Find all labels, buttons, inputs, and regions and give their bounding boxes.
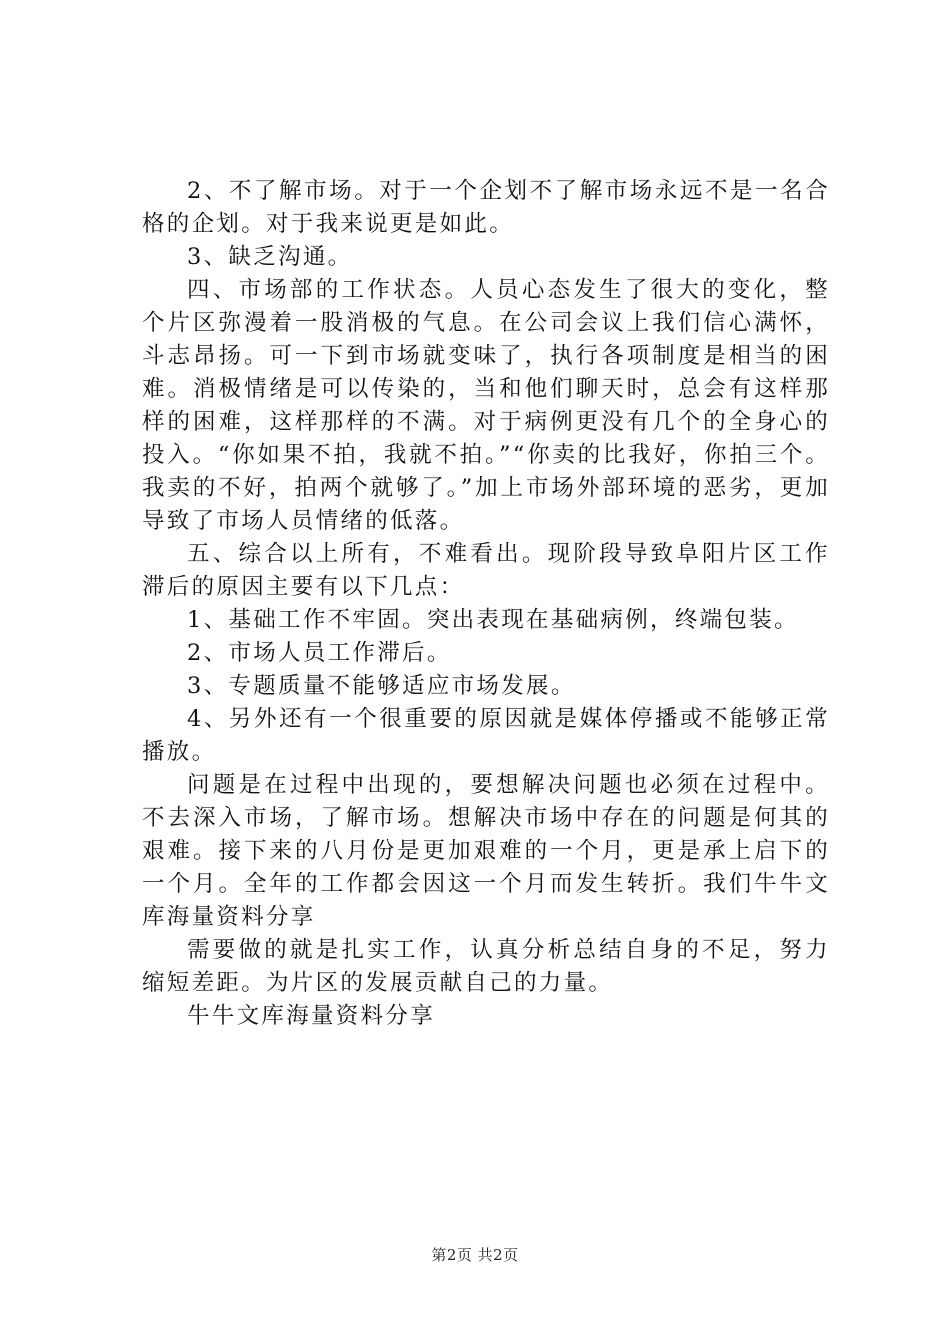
- document-body: [142, 175, 830, 1033]
- paragraph-reason-4: 4、另外还有一个很重要的原因就是媒体停播或不能够正常播放。: [142, 706, 830, 765]
- page-footer: [0, 1244, 950, 1265]
- paragraph-section-four: 四、市场部的工作状态。人员心态发生了很大的变化，整个片区弥漫着一股消极的气息。在公司会议上我们信心满怀，斗志昂扬。可一下到市场就变味了，执行各项制度是相当的困难。消极情绪是可以传染的，当和他们聊天时，总会有这样那样的困难，这样那样的不满。对于病例更没有几个的全身心的投入。“你如果不拍，我就不拍。”“你卖的比我好，你拍三个。我卖的不好，拍两个就够了。”加上市场外部环境的恶劣，更加导致了市场人员情绪的低落。: [142, 277, 830, 534]
- paragraph-reason-3: 3、专题质量不能够适应市场发展。: [187, 673, 576, 699]
- paragraph-point-2: 2、不了解市场。对于一个企划不了解市场永远不是一名合格的企划。对于我来说更是如此。: [142, 178, 830, 237]
- paragraph-action: 需要做的就是扎实工作，认真分析总结自身的不足，努力缩短差距。为片区的发展贡献自己的力量。: [142, 937, 830, 996]
- paragraph-point-3: 3、缺乏沟通。: [187, 244, 353, 270]
- page-number: 第2页 共2页: [431, 1246, 519, 1264]
- paragraph-problem: 问题是在过程中出现的，要想解决问题也必须在过程中。不去深入市场，了解市场。想解决市场中存在的问题是何其的艰难。接下来的八月份是更加艰难的一个月，更是承上启下的一个月。全年的工作都会因这一个月而发生转折。我们牛牛文库海量资料分享: [142, 772, 830, 930]
- paragraph-reason-1: 1、基础工作不牢固。突出表现在基础病例，终端包装。: [187, 607, 799, 633]
- paragraph-section-five: 五、综合以上所有，不难看出。现阶段导致阜阳片区工作滞后的原因主要有以下几点：: [142, 541, 830, 600]
- paragraph-reason-2: 2、市场人员工作滞后。: [187, 640, 452, 666]
- paragraph-watermark: 牛牛文库海量资料分享: [187, 1003, 436, 1029]
